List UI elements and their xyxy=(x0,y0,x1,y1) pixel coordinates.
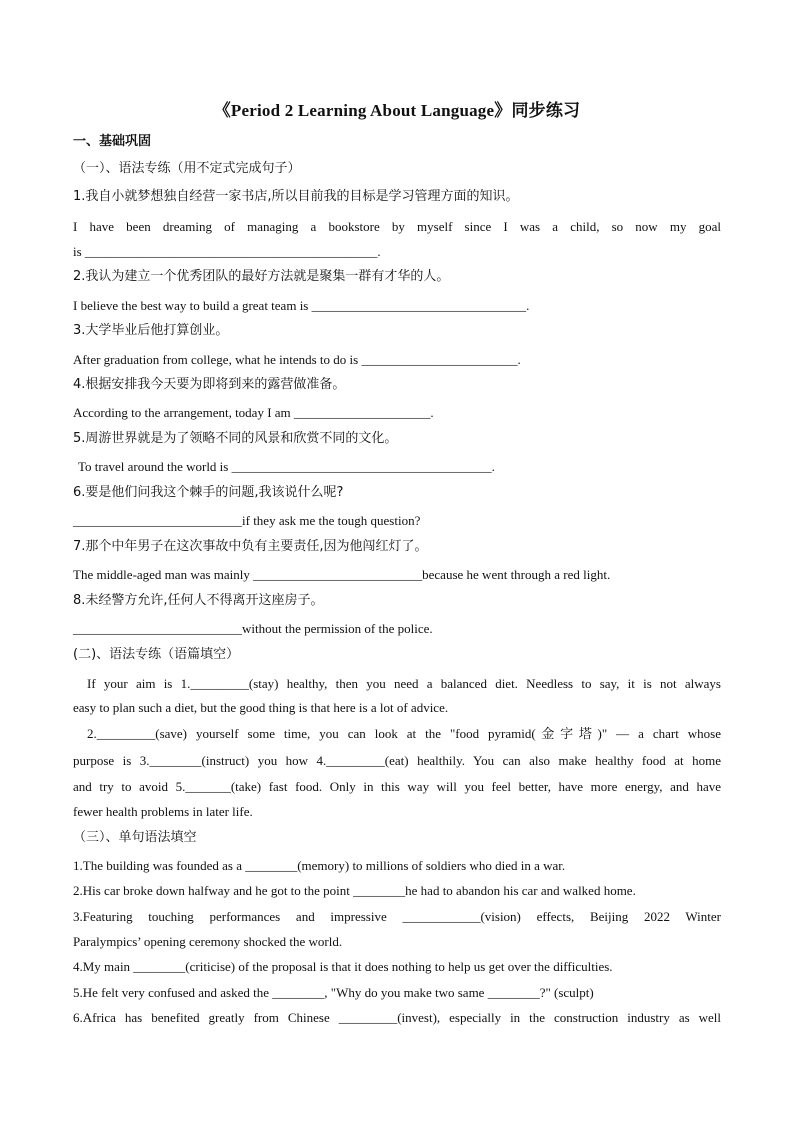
passage-line-3: 2._________(save) yourself some time, you can look at the "food pyramid(金字塔)" — a chart whose xyxy=(87,726,721,741)
part1-heading: （一）、语法专练（用不定式完成句子） xyxy=(73,161,301,176)
exercise-8-chinese: 8.未经警方允许,任何人不得离开这座房子。 xyxy=(73,593,324,608)
sentence-6: 6.Africa has benefited greatly from Chinese _________(invest), especially in the construction industry as well xyxy=(73,1010,721,1025)
exercise-3-english: After graduation from college, what he intends to do is ________________________. xyxy=(73,352,521,367)
sentence-1: 1.The building was founded as a ________(memory) to millions of soldiers who died in a war. xyxy=(73,858,566,873)
exercise-7-chinese: 7.那个中年男子在这次事故中负有主要责任,因为他闯红灯了。 xyxy=(73,539,428,554)
sentence-3-line2: Paralympics’ opening ceremony shocked the world. xyxy=(73,934,343,949)
exercise-1-english-line1: I have been dreaming of managing a bookstore by myself since I was a child, so now my goal xyxy=(73,219,721,234)
passage-line-2: easy to plan such a diet, but the good thing is that here is a lot of advice. xyxy=(73,700,449,715)
exercise-6-english: __________________________if they ask me the tough question? xyxy=(73,513,421,528)
exercise-7-english: The middle-aged man was mainly __________________________because he went through a red light. xyxy=(73,567,611,582)
passage-line-4: purpose is 3.________(instruct) you how 4._________(eat) healthily. You can also make healthy food at home xyxy=(73,753,721,768)
sentence-5: 5.He felt very confused and asked the ________, "Why do you make two same ________?" (sculpt) xyxy=(73,985,594,1000)
exercise-3-chinese: 3.大学毕业后他打算创业。 xyxy=(73,323,229,338)
passage-line-6: fewer health problems in later life. xyxy=(73,804,253,819)
exercise-1-chinese: 1.我自小就梦想独自经营一家书店,所以目前我的目标是学习管理方面的知识。 xyxy=(73,189,519,204)
exercise-2-chinese: 2.我认为建立一个优秀团队的最好方法就是聚集一群有才华的人。 xyxy=(73,269,450,284)
passage-line-5: and try to avoid 5._______(take) fast food. Only in this way will you feel better, have more energy, and have xyxy=(73,779,721,794)
sentence-2: 2.His car broke down halfway and he got to the point ________he had to abandon his car and walked home. xyxy=(73,883,636,898)
exercise-5-chinese: 5.周游世界就是为了领略不同的风景和欣赏不同的文化。 xyxy=(73,431,398,446)
exercise-6-chinese: 6.要是他们问我这个棘手的问题,我该说什么呢? xyxy=(73,485,344,500)
exercise-2-english: I believe the best way to build a great team is _________________________________. xyxy=(73,298,530,313)
part2-heading: (二)、语法专练（语篇填空） xyxy=(73,647,240,662)
part3-heading: （三）、单句语法填空 xyxy=(73,830,197,845)
exercise-4-english: According to the arrangement, today I am _____________________. xyxy=(73,405,434,420)
exercise-8-english: __________________________without the permission of the police. xyxy=(73,621,433,636)
exercise-4-chinese: 4.根据安排我今天要为即将到来的露营做准备。 xyxy=(73,377,346,392)
page-title: 《Period 2 Learning About Language》同步练习 xyxy=(213,101,581,120)
sentence-3-line1: 3.Featuring touching performances and impressive ____________(vision) effects, Beijing 2022 Winter xyxy=(73,909,721,924)
exercise-5-english: To travel around the world is ________________________________________. xyxy=(78,459,495,474)
passage-line-1: If your aim is 1._________(stay) healthy, then you need a balanced diet. Needless to say, it is not always xyxy=(87,676,721,691)
section-heading-basics: 一、基础巩固 xyxy=(73,134,152,149)
exercise-1-english-line2: is _____________________________________________. xyxy=(73,244,381,259)
sentence-4: 4.My main ________(criticise) of the proposal is that it does nothing to help us get over the difficulties. xyxy=(73,959,613,974)
